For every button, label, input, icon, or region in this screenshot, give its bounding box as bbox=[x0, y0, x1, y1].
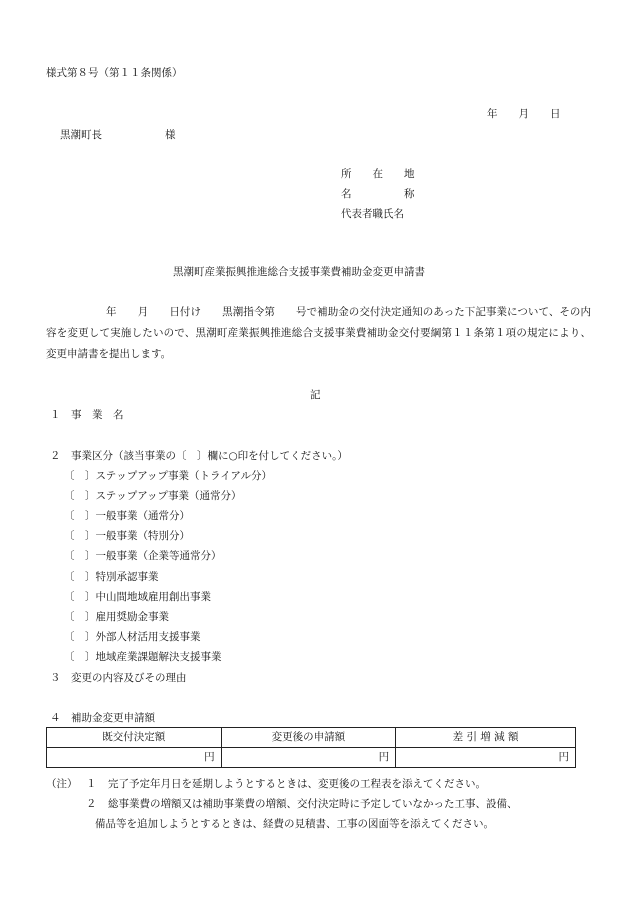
category-item: 〔 〕一般事業（通常分） bbox=[64, 510, 190, 522]
table-row bbox=[47, 748, 576, 768]
note-1-number: １ bbox=[86, 778, 97, 790]
category-item: 〔 〕特別承認事業 bbox=[64, 571, 159, 583]
category-item: 〔 〕外部人材活用支援事業 bbox=[64, 631, 201, 643]
original-amount-cell: 円 bbox=[47, 748, 222, 768]
ki-heading: 記 bbox=[310, 389, 321, 401]
section-2-category: ２ 事業区分（該当事業の〔 〕欄に○印を付してください。） bbox=[50, 450, 348, 462]
header-changed-amount: 変更後の申請額 bbox=[221, 728, 396, 748]
body-paragraph bbox=[46, 302, 591, 365]
applicant-representative-label: 代表者職氏名 bbox=[341, 208, 404, 220]
note-1-text: 完了予定年月日を延期しようとするときは、変更後の工程表を添えてください。 bbox=[108, 778, 486, 790]
header-difference: 差 引 増 減 額 bbox=[396, 728, 576, 748]
category-item: 〔 〕ステップアップ事業（トライアル分） bbox=[64, 470, 273, 482]
addressee: 黒潮町長 様 bbox=[60, 129, 176, 141]
section-3-change-reason: ３ 変更の内容及びその理由 bbox=[50, 672, 187, 684]
note-2-number: ２ bbox=[86, 798, 97, 810]
notes-label: （注） bbox=[46, 778, 78, 790]
difference-cell: 円 bbox=[396, 748, 576, 768]
form-number: 様式第８号（第１１条関係） bbox=[46, 67, 183, 79]
category-item: 〔 〕ステップアップ事業（通常分） bbox=[64, 490, 242, 502]
section-4-amount: ４ 補助金変更申請額 bbox=[50, 712, 155, 724]
category-item: 〔 〕一般事業（企業等通常分） bbox=[64, 550, 222, 562]
date-line: 年 月 日 bbox=[487, 108, 561, 120]
header-original-amount: 既交付決定額 bbox=[47, 728, 222, 748]
category-item: 〔 〕中山間地域雇用創出事業 bbox=[64, 591, 211, 603]
note-2-text: 総事業費の増額又は補助事業費の増額、交付決定時に予定していなかった工事、設備、 bbox=[108, 798, 518, 810]
section-1-project-name: １ 事 業 名 bbox=[50, 409, 124, 421]
applicant-name-label: 名 称 bbox=[341, 188, 415, 200]
note-2-text-continued: 備品等を追加しようとするときは、経費の見積書、工事の図面等を添えてください。 bbox=[95, 818, 494, 830]
document-title: 黒潮町産業振興推進総合支援事業費補助金変更申請書 bbox=[173, 266, 425, 278]
table-header-row bbox=[47, 728, 576, 748]
changed-amount-cell: 円 bbox=[221, 748, 396, 768]
category-item: 〔 〕雇用奨励金事業 bbox=[64, 611, 169, 623]
applicant-address-label: 所 在 地 bbox=[341, 168, 415, 180]
body-text: 年 月 日付け 黒潮指令第 号で補助金の交付決定通知のあった下記事業について、その内容を変更して実施したいので、黒潮町産業振興推進総合支援事業費補助金交付要綱第１１条第１項の規定により、変更申請書を提出します。 bbox=[46, 306, 591, 360]
category-item: 〔 〕一般事業（特別分） bbox=[64, 530, 190, 542]
amount-table bbox=[46, 727, 576, 768]
category-item: 〔 〕地域産業課題解決支援事業 bbox=[64, 651, 222, 663]
